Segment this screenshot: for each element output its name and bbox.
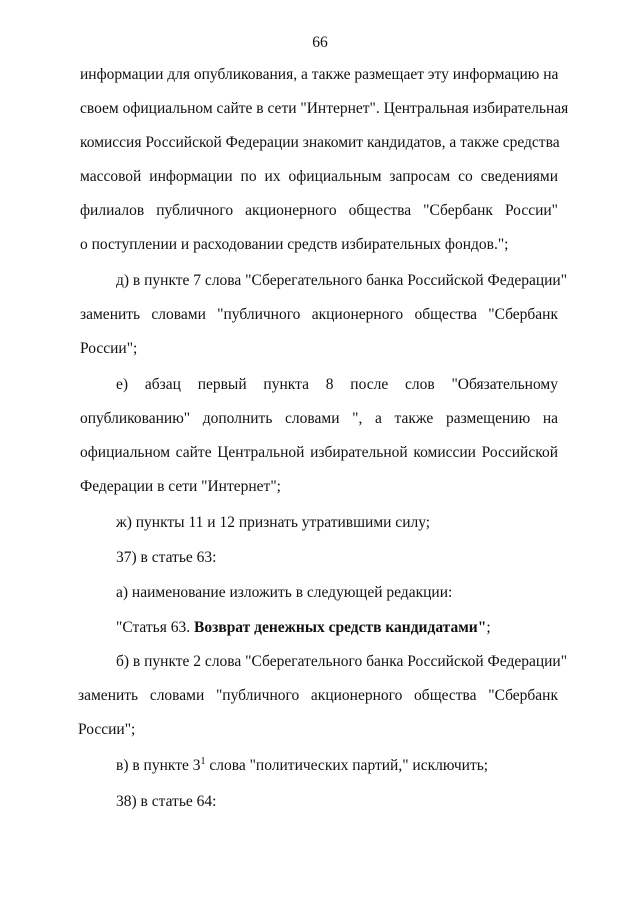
paragraph-a: а) наименование изложить в следующей редакции: — [116, 584, 453, 601]
article-63-heading — [116, 619, 491, 637]
paragraph-v-text: в) в пункте 3 — [116, 757, 201, 774]
text-line: б) в пункте 2 слова "Сберегательного банка Российской Федерации" — [116, 653, 568, 670]
page-number: 66 — [312, 34, 328, 51]
text-line: своем официальном сайте в сети "Интернет". Центральная избирательная — [80, 100, 569, 117]
paragraph-zh: ж) пункты 11 и 12 признать утратившими силу; — [116, 514, 431, 531]
text-line: заменить словами "публичного акционерного общества "Сбербанк — [78, 687, 558, 704]
article-63-title: Возврат денежных средств кандидатами" — [194, 619, 487, 636]
item-37: 37) в статье 63: — [116, 549, 217, 566]
text-line: опубликованию" дополнить словами ", а также размещению на — [80, 410, 558, 427]
text-line: д) в пункте 7 слова "Сберегательного банка Российской Федерации" — [116, 272, 568, 289]
text-line: России"; — [78, 721, 136, 738]
text-line: России"; — [80, 340, 138, 357]
text-line: информации для опубликования, а также размещает эту информацию на — [80, 66, 559, 83]
item-38: 38) в статье 64: — [116, 793, 217, 810]
text-line: е) абзац первый пункта 8 после слов "Обязательному — [116, 376, 558, 393]
paragraph-v-text-end: слова "политических партий," исключить; — [205, 757, 489, 774]
article-63-prefix: "Статья 63. — [116, 619, 194, 636]
text-line: Федерации в сети "Интернет"; — [80, 478, 281, 495]
text-line: филиалов публичного акционерного общества "Сбербанк России" — [80, 202, 558, 219]
article-63-suffix: ; — [486, 619, 491, 636]
text-line: заменить словами "публичного акционерного общества "Сбербанк — [80, 306, 558, 323]
text-line: массовой информации по их официальным запросам со сведениями — [80, 168, 558, 185]
text-line: комиссия Российской Федерации знакомит кандидатов, а также средства — [80, 134, 560, 151]
superscript: 1 — [200, 755, 206, 767]
text-line: о поступлении и расходовании средств избирательных фондов."; — [80, 236, 509, 253]
text-line: официальном сайте Центральной избирательной комиссии Российской — [80, 444, 558, 461]
paragraph-v — [116, 757, 488, 775]
